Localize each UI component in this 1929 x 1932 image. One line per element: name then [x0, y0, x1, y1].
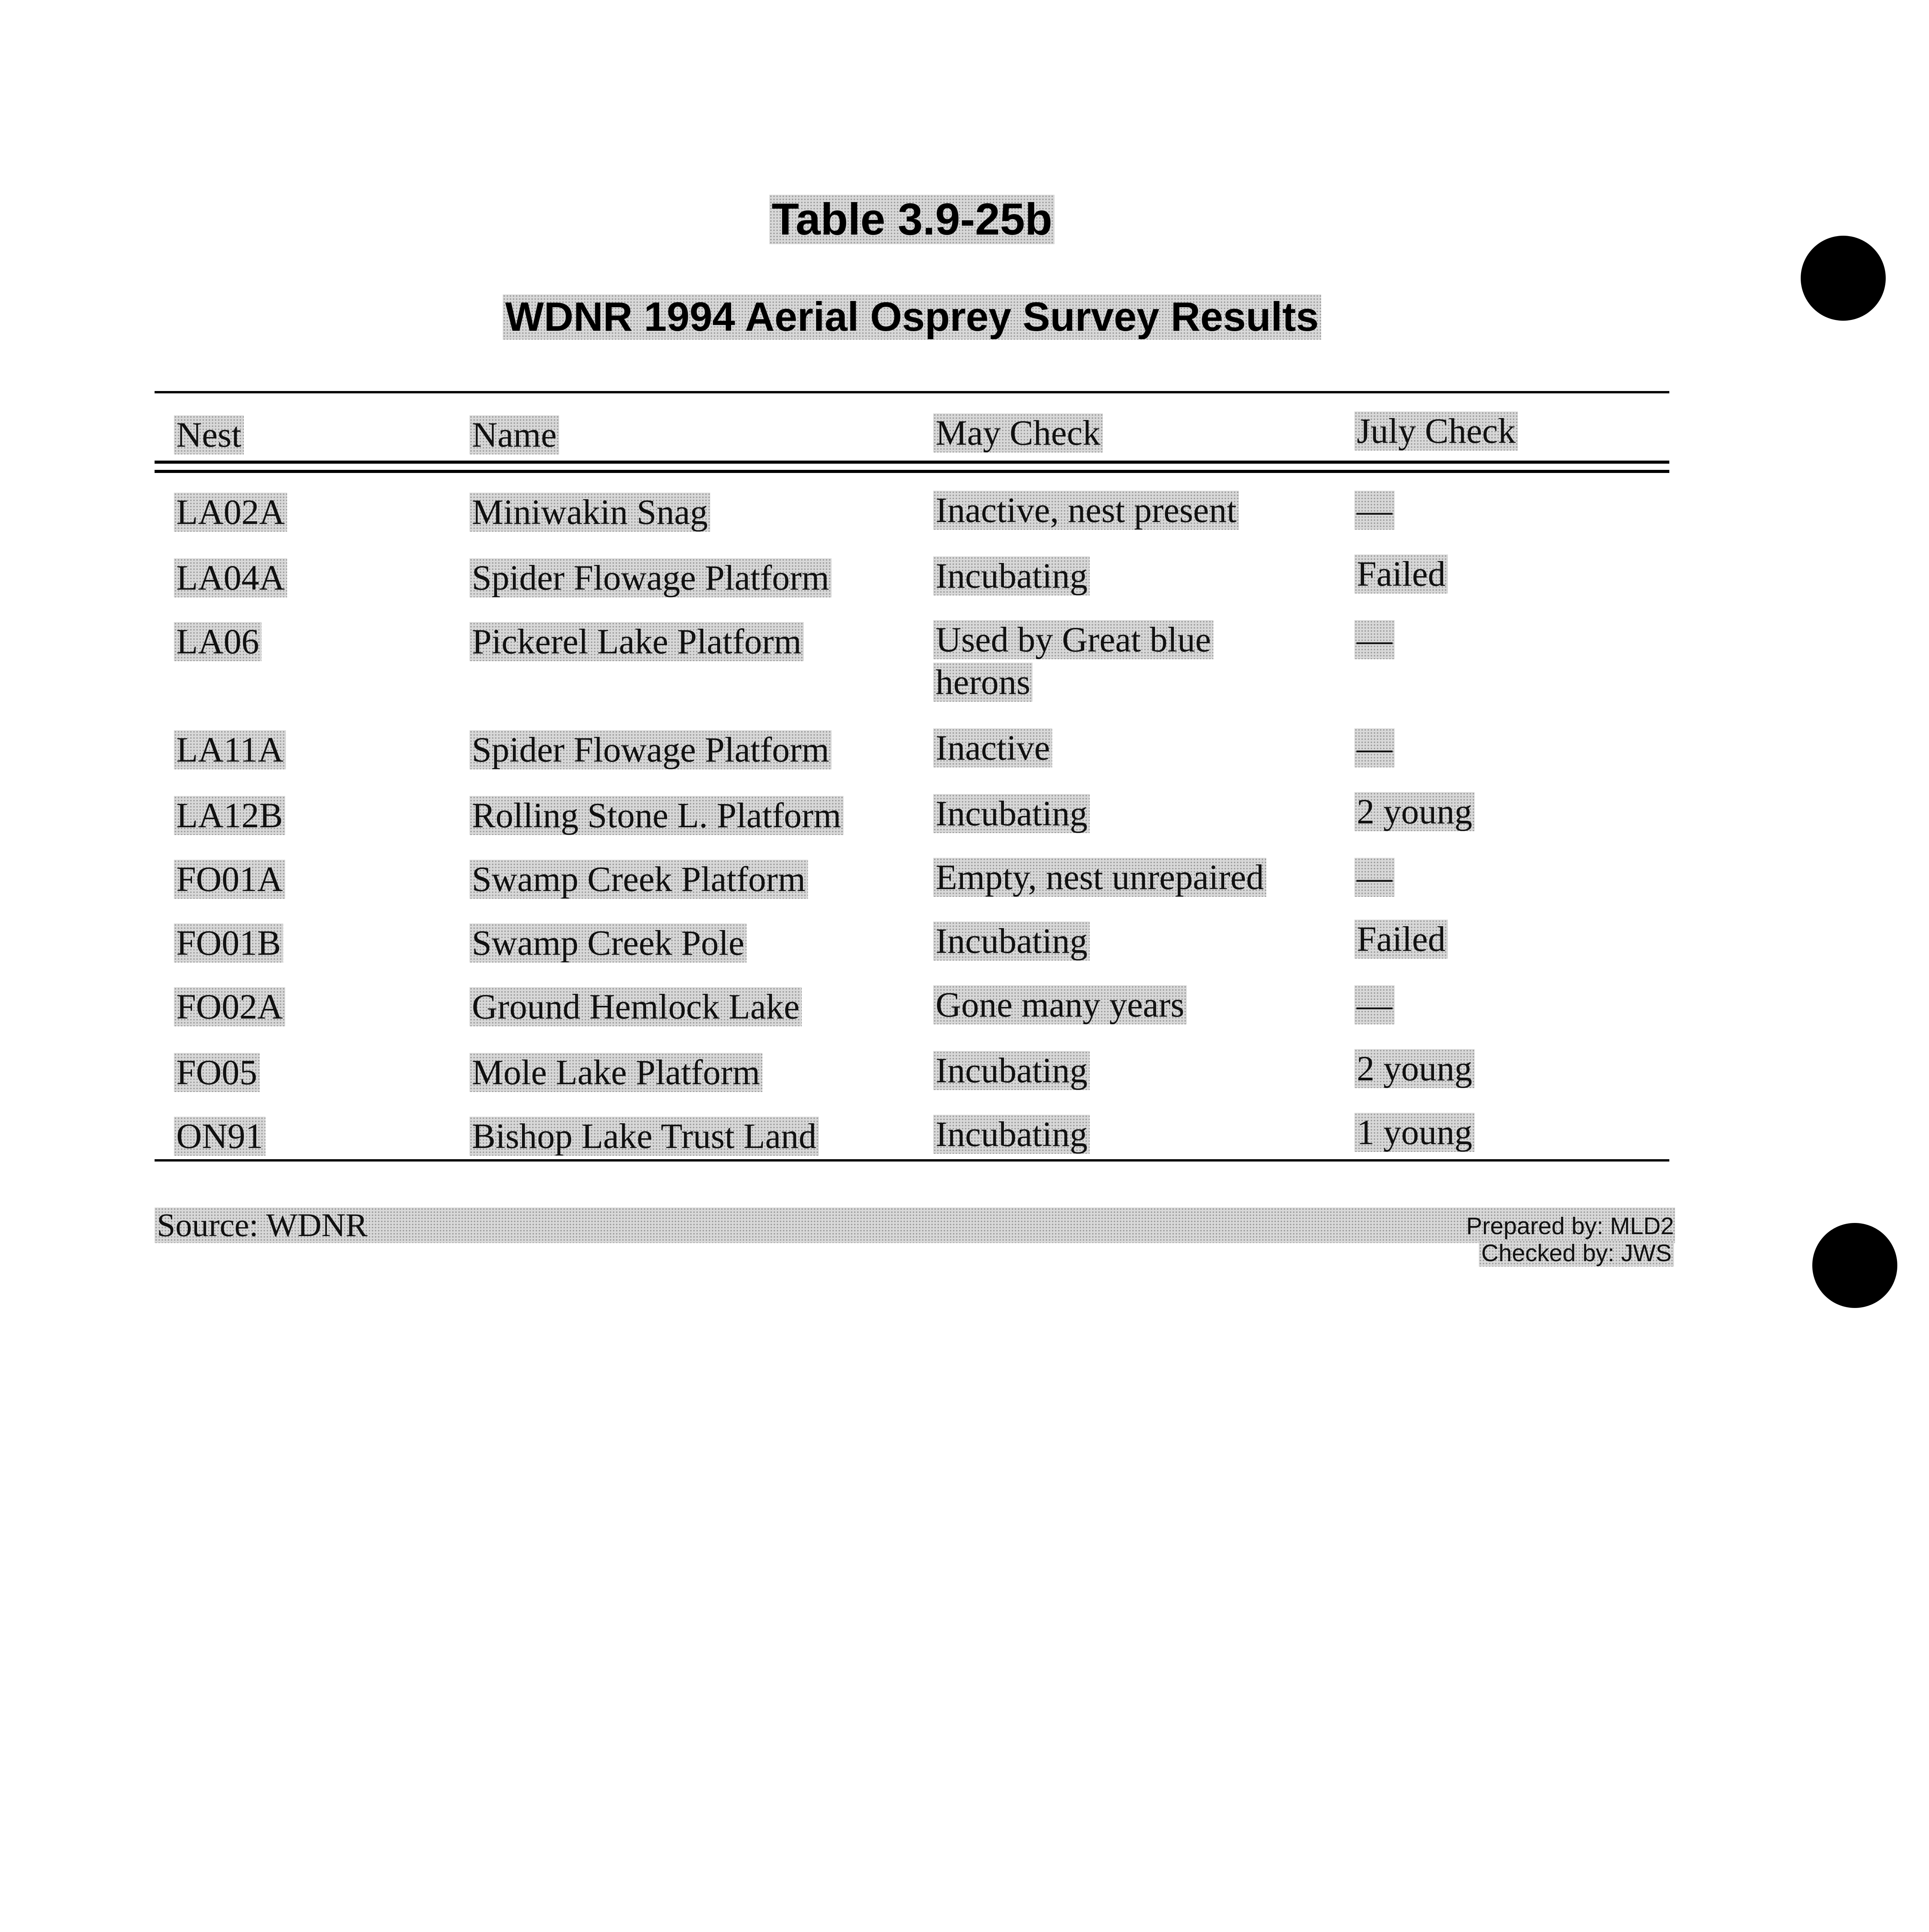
cell-july-check: — [1354, 728, 1395, 767]
cell-may-check: Empty, nest unrepaired [933, 858, 1266, 897]
cell-may-check: Incubating [933, 794, 1090, 833]
checked-by-note: Checked by: JWS [1479, 1240, 1674, 1267]
cell-july-check: Failed [1354, 554, 1448, 594]
cell-name: Miniwakin Snag [469, 493, 710, 532]
cell-may-check: Inactive [933, 728, 1052, 767]
cell-name: Pickerel Lake Platform [469, 622, 804, 661]
cell-july-check: 2 young [1354, 792, 1475, 831]
cell-name: Rolling Stone L. Platform [469, 796, 844, 835]
cell-nest: LA06 [174, 622, 262, 661]
header-double-rule-upper [155, 461, 1669, 464]
prepared-by-note: Prepared by: MLD2 [1466, 1213, 1674, 1240]
cell-nest: FO05 [174, 1053, 260, 1092]
cell-name: Swamp Creek Platform [469, 860, 808, 899]
table-title-text: WDNR 1994 Aerial Osprey Survey Results [503, 294, 1321, 340]
cell-may-check: Gone many years [933, 985, 1187, 1024]
table-bottom-rule [155, 1159, 1669, 1162]
table-number-heading [0, 193, 1824, 245]
cell-name: Bishop Lake Trust Land [469, 1117, 819, 1156]
table-top-rule [155, 391, 1669, 393]
cell-july-check: — [1354, 985, 1395, 1024]
header-may-check: May Check [933, 413, 1103, 452]
header-double-rule-lower [155, 470, 1669, 473]
source-note: Source: WDNR [157, 1206, 368, 1243]
cell-may-check-continued: herons [933, 663, 1033, 702]
cell-name: Spider Flowage Platform [469, 730, 832, 769]
cell-july-check: Failed [1354, 920, 1448, 959]
cell-july-check: — [1354, 491, 1395, 530]
punch-hole-icon [1812, 1223, 1897, 1308]
cell-may-check: Incubating [933, 1115, 1090, 1154]
cell-july-check: 1 young [1354, 1113, 1475, 1152]
cell-name: Swamp Creek Pole [469, 923, 747, 963]
cell-name: Ground Hemlock Lake [469, 987, 802, 1026]
cell-may-check: Incubating [933, 556, 1090, 595]
cell-july-check: — [1354, 620, 1395, 659]
cell-nest: LA04A [174, 558, 287, 597]
cell-nest: FO02A [174, 987, 285, 1026]
punch-hole-icon [1801, 236, 1886, 321]
header-july-check: July Check [1354, 412, 1518, 451]
cell-name: Spider Flowage Platform [469, 558, 832, 597]
cell-may-check: Inactive, nest present [933, 491, 1239, 530]
table-number-text: Table 3.9-25b [769, 195, 1055, 244]
header-nest: Nest [174, 415, 244, 454]
cell-may-check: Used by Great blue [933, 620, 1213, 659]
cell-nest: LA02A [174, 493, 287, 532]
cell-nest: LA11A [174, 730, 286, 769]
cell-nest: FO01B [174, 923, 283, 963]
cell-name: Mole Lake Platform [469, 1053, 762, 1092]
cell-july-check: 2 young [1354, 1049, 1475, 1088]
cell-nest: ON91 [174, 1117, 265, 1156]
cell-nest: FO01A [174, 860, 285, 899]
header-name: Name [469, 415, 559, 454]
cell-may-check: Incubating [933, 1051, 1090, 1090]
cell-may-check: Incubating [933, 922, 1090, 961]
cell-nest: LA12B [174, 796, 285, 835]
cell-july-check: — [1354, 858, 1395, 897]
table-title-heading [0, 294, 1824, 340]
source-shaded-band [155, 1208, 1675, 1243]
